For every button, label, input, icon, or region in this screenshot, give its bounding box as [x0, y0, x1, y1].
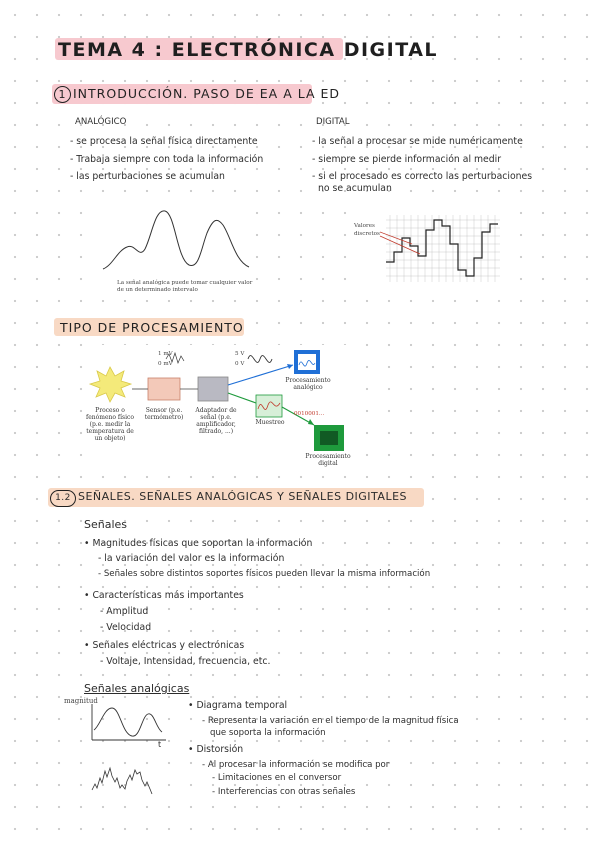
- analog-wave: [103, 211, 249, 269]
- digital-label: DIGITAL: [316, 117, 350, 127]
- digital-item-4: no se acumulan: [318, 183, 392, 194]
- digital-proc-label: Procesamiento digital: [305, 453, 351, 467]
- digital-figure: [350, 210, 502, 285]
- section12-heading: [50, 490, 407, 507]
- page-title: TEMA 4 : ELECTRÓNICA DIGITAL: [58, 39, 439, 61]
- senales-line-5: - Amplitud: [100, 606, 149, 617]
- diagram-line-4: • Distorsión: [188, 744, 244, 755]
- digital-item-3: - si el procesado es correcto las perturbaciones: [312, 171, 533, 182]
- axis-magnitude-label: magnitud: [64, 697, 98, 705]
- processing-heading: TIPO DE PROCESAMIENTO: [60, 320, 244, 335]
- analog-item-1: - se procesa la señal física directamente: [70, 136, 258, 147]
- label-0mv: 0 mV: [158, 361, 173, 367]
- analog-signals-title: Señales analógicas: [84, 682, 190, 695]
- analog-item-3: - las perturbaciones se acumulan: [70, 171, 225, 182]
- section1-heading: [54, 86, 340, 103]
- section12-number: 1.2: [50, 490, 76, 507]
- adapter-label: Adaptador de señal (p.e. amplificador, filtrado, ...): [195, 407, 237, 435]
- analog-label: ANALÓGICO: [75, 117, 127, 127]
- analog-figure-caption: La señal analógica puede tomar cualquier valor de un determinado intervalo: [117, 280, 253, 293]
- senales-line-7: • Señales eléctricas y electrónicas: [84, 640, 245, 651]
- analog-proc-label: Procesamiento analógico: [285, 377, 331, 391]
- digital-item-1: - la señal a procesar se mide numéricamente: [312, 136, 523, 147]
- senales-line-8: - Voltaje, Intensidad, frecuencia, etc.: [100, 656, 271, 667]
- senales-title: Señales: [84, 518, 128, 531]
- bits-label: 0010001...: [294, 411, 325, 417]
- sensor-label: Sensor (p.e. termómetro): [144, 407, 184, 421]
- section1-heading-text: INTRODUCCIÓN. PASO DE EA A LA ED: [73, 86, 341, 101]
- temporal-wave: [94, 708, 162, 736]
- sensor-box: [148, 378, 180, 400]
- diagram-line-7: - Interferencias con otras señales: [212, 787, 356, 797]
- analog-sketches-svg: [82, 700, 182, 804]
- adapter-box: [198, 377, 228, 401]
- muestreo-label: Muestreo: [255, 419, 285, 426]
- label-0v: 0 V: [235, 361, 245, 367]
- digital-figure-label: Valores discretos: [354, 223, 380, 237]
- axis-t-label: t: [158, 740, 162, 749]
- processing-diagram: [88, 345, 350, 475]
- process-burst: [90, 367, 131, 402]
- digital-step-wave: [386, 220, 498, 276]
- section1-number: 1: [54, 86, 71, 103]
- senales-line-2: - la variación del valor es la información: [98, 553, 285, 564]
- senales-line-1: • Magnitudes físicas que soportan la información: [84, 538, 313, 549]
- diagram-line-1: • Diagrama temporal: [188, 700, 288, 711]
- distorted-wave: [92, 768, 152, 794]
- section12-heading-text: SEÑALES. SEÑALES ANALÓGICAS Y SEÑALES DIGITALES: [78, 490, 408, 503]
- label-1mv: 1 mV: [158, 351, 173, 357]
- diagram-line-5: - Al procesar la información se modifica por: [202, 760, 390, 770]
- senales-line-4: • Características más importantes: [84, 590, 244, 601]
- digital-item-2: - siempre se pierde información al medir: [312, 154, 502, 165]
- senales-line-6: - Velocidad: [100, 622, 152, 633]
- diagram-line-3: que soporta la información: [210, 728, 326, 738]
- label-5v: 5 V: [235, 351, 245, 357]
- diagram-line-2: - Representa la variación en el tiempo de la magnitud física: [202, 716, 459, 726]
- diagram-line-6: - Limitaciones en el conversor: [212, 773, 342, 783]
- process-label: Proceso o fenómeno físico (p.e. medir la temperatura de un objeto): [86, 407, 134, 442]
- senales-line-3: - Señales sobre distintos soportes físicos pueden llevar la misma información: [98, 569, 431, 579]
- analog-item-2: - Trabaja siempre con toda la información: [70, 154, 264, 165]
- muestreo-box: [256, 395, 282, 417]
- analog-figure: [97, 203, 255, 300]
